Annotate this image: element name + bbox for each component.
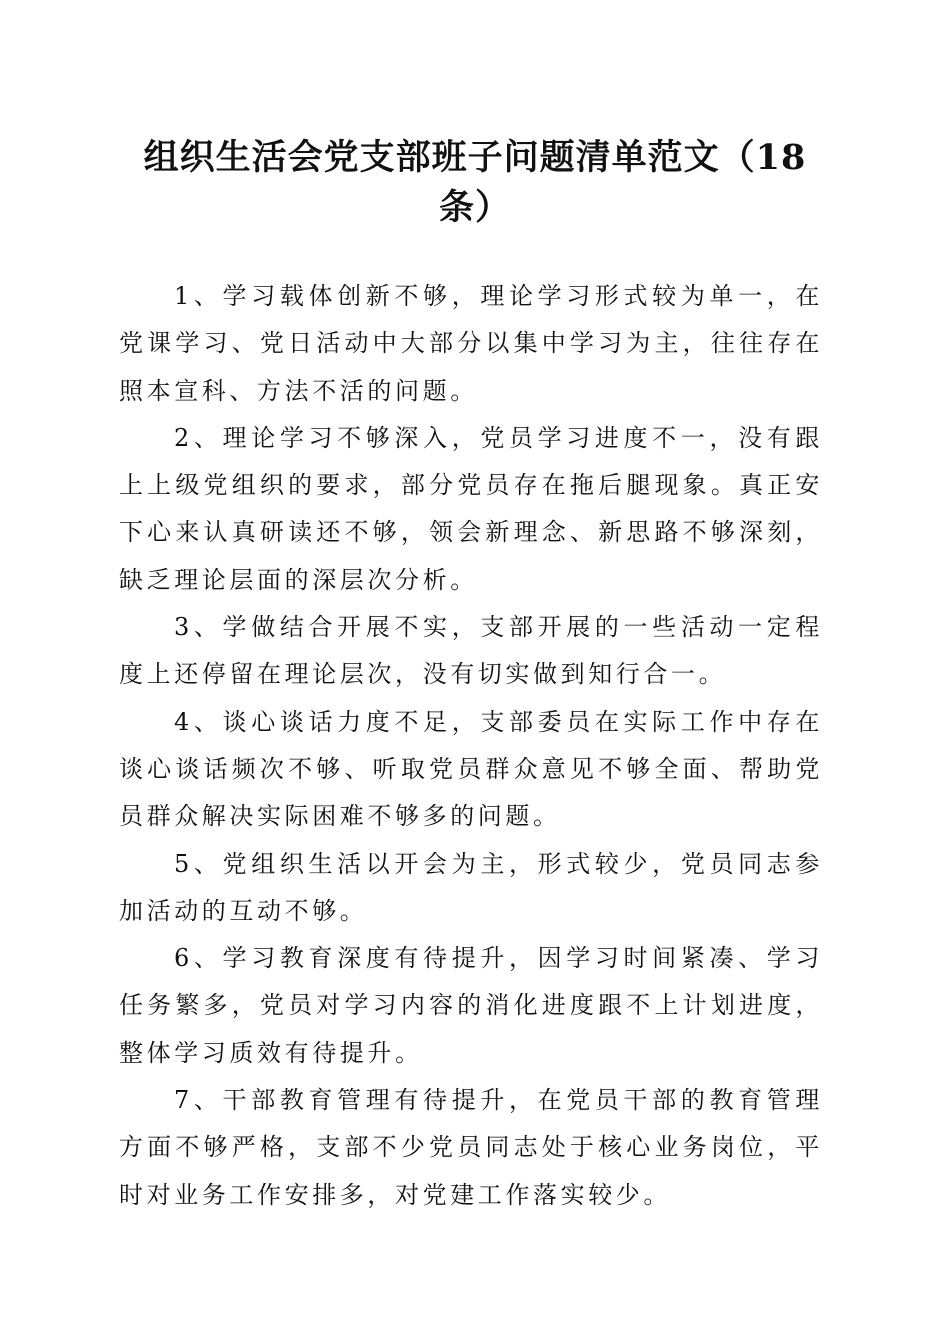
list-item: 1、学习载体创新不够，理论学习形式较为单一，在党课学习、党日活动中大部分以集中学习为主，往往存在照本宣科、方法不活的问题。 [119,282,823,405]
document-body [119,273,823,1219]
list-item: 3、学做结合开展不实，支部开展的一些活动一定程度上还停留在理论层次，没有切实做到知行合一。 [119,613,823,689]
document-title [110,133,840,233]
document-title-line-2: 条） [438,187,511,228]
document-title-line-1: 组织生活会党支部班子问题清单范文（18 [143,137,807,178]
list-item: 5、党组织生活以开会为主，形式较少，党员同志参加活动的互动不够。 [119,849,823,925]
list-item: 4、谈心谈话力度不足，支部委员在实际工作中存在谈心谈话频次不够、听取党员群众意见不够全面、帮助党员群众解决实际困难不够多的问题。 [119,707,823,831]
list-item: 7、干部教育管理有待提升，在党员干部的教育管理方面不够严格，支部不少党员同志处于核心业务岗位，平时对业务工作安排多，对党建工作落实较少。 [119,1086,823,1209]
list-item: 2、理论学习不够深入，党员学习进度不一，没有跟上上级党组织的要求，部分党员存在拖后腿现象。真正安下心来认真研读还不够，领会新理念、新思路不够深刻，缺乏理论层面的深层次分析。 [119,423,823,594]
list-item: 6、学习教育深度有待提升，因学习时间紧凑、学习任务繁多，党员对学习内容的消化进度跟不上计划进度，整体学习质效有待提升。 [119,944,823,1067]
